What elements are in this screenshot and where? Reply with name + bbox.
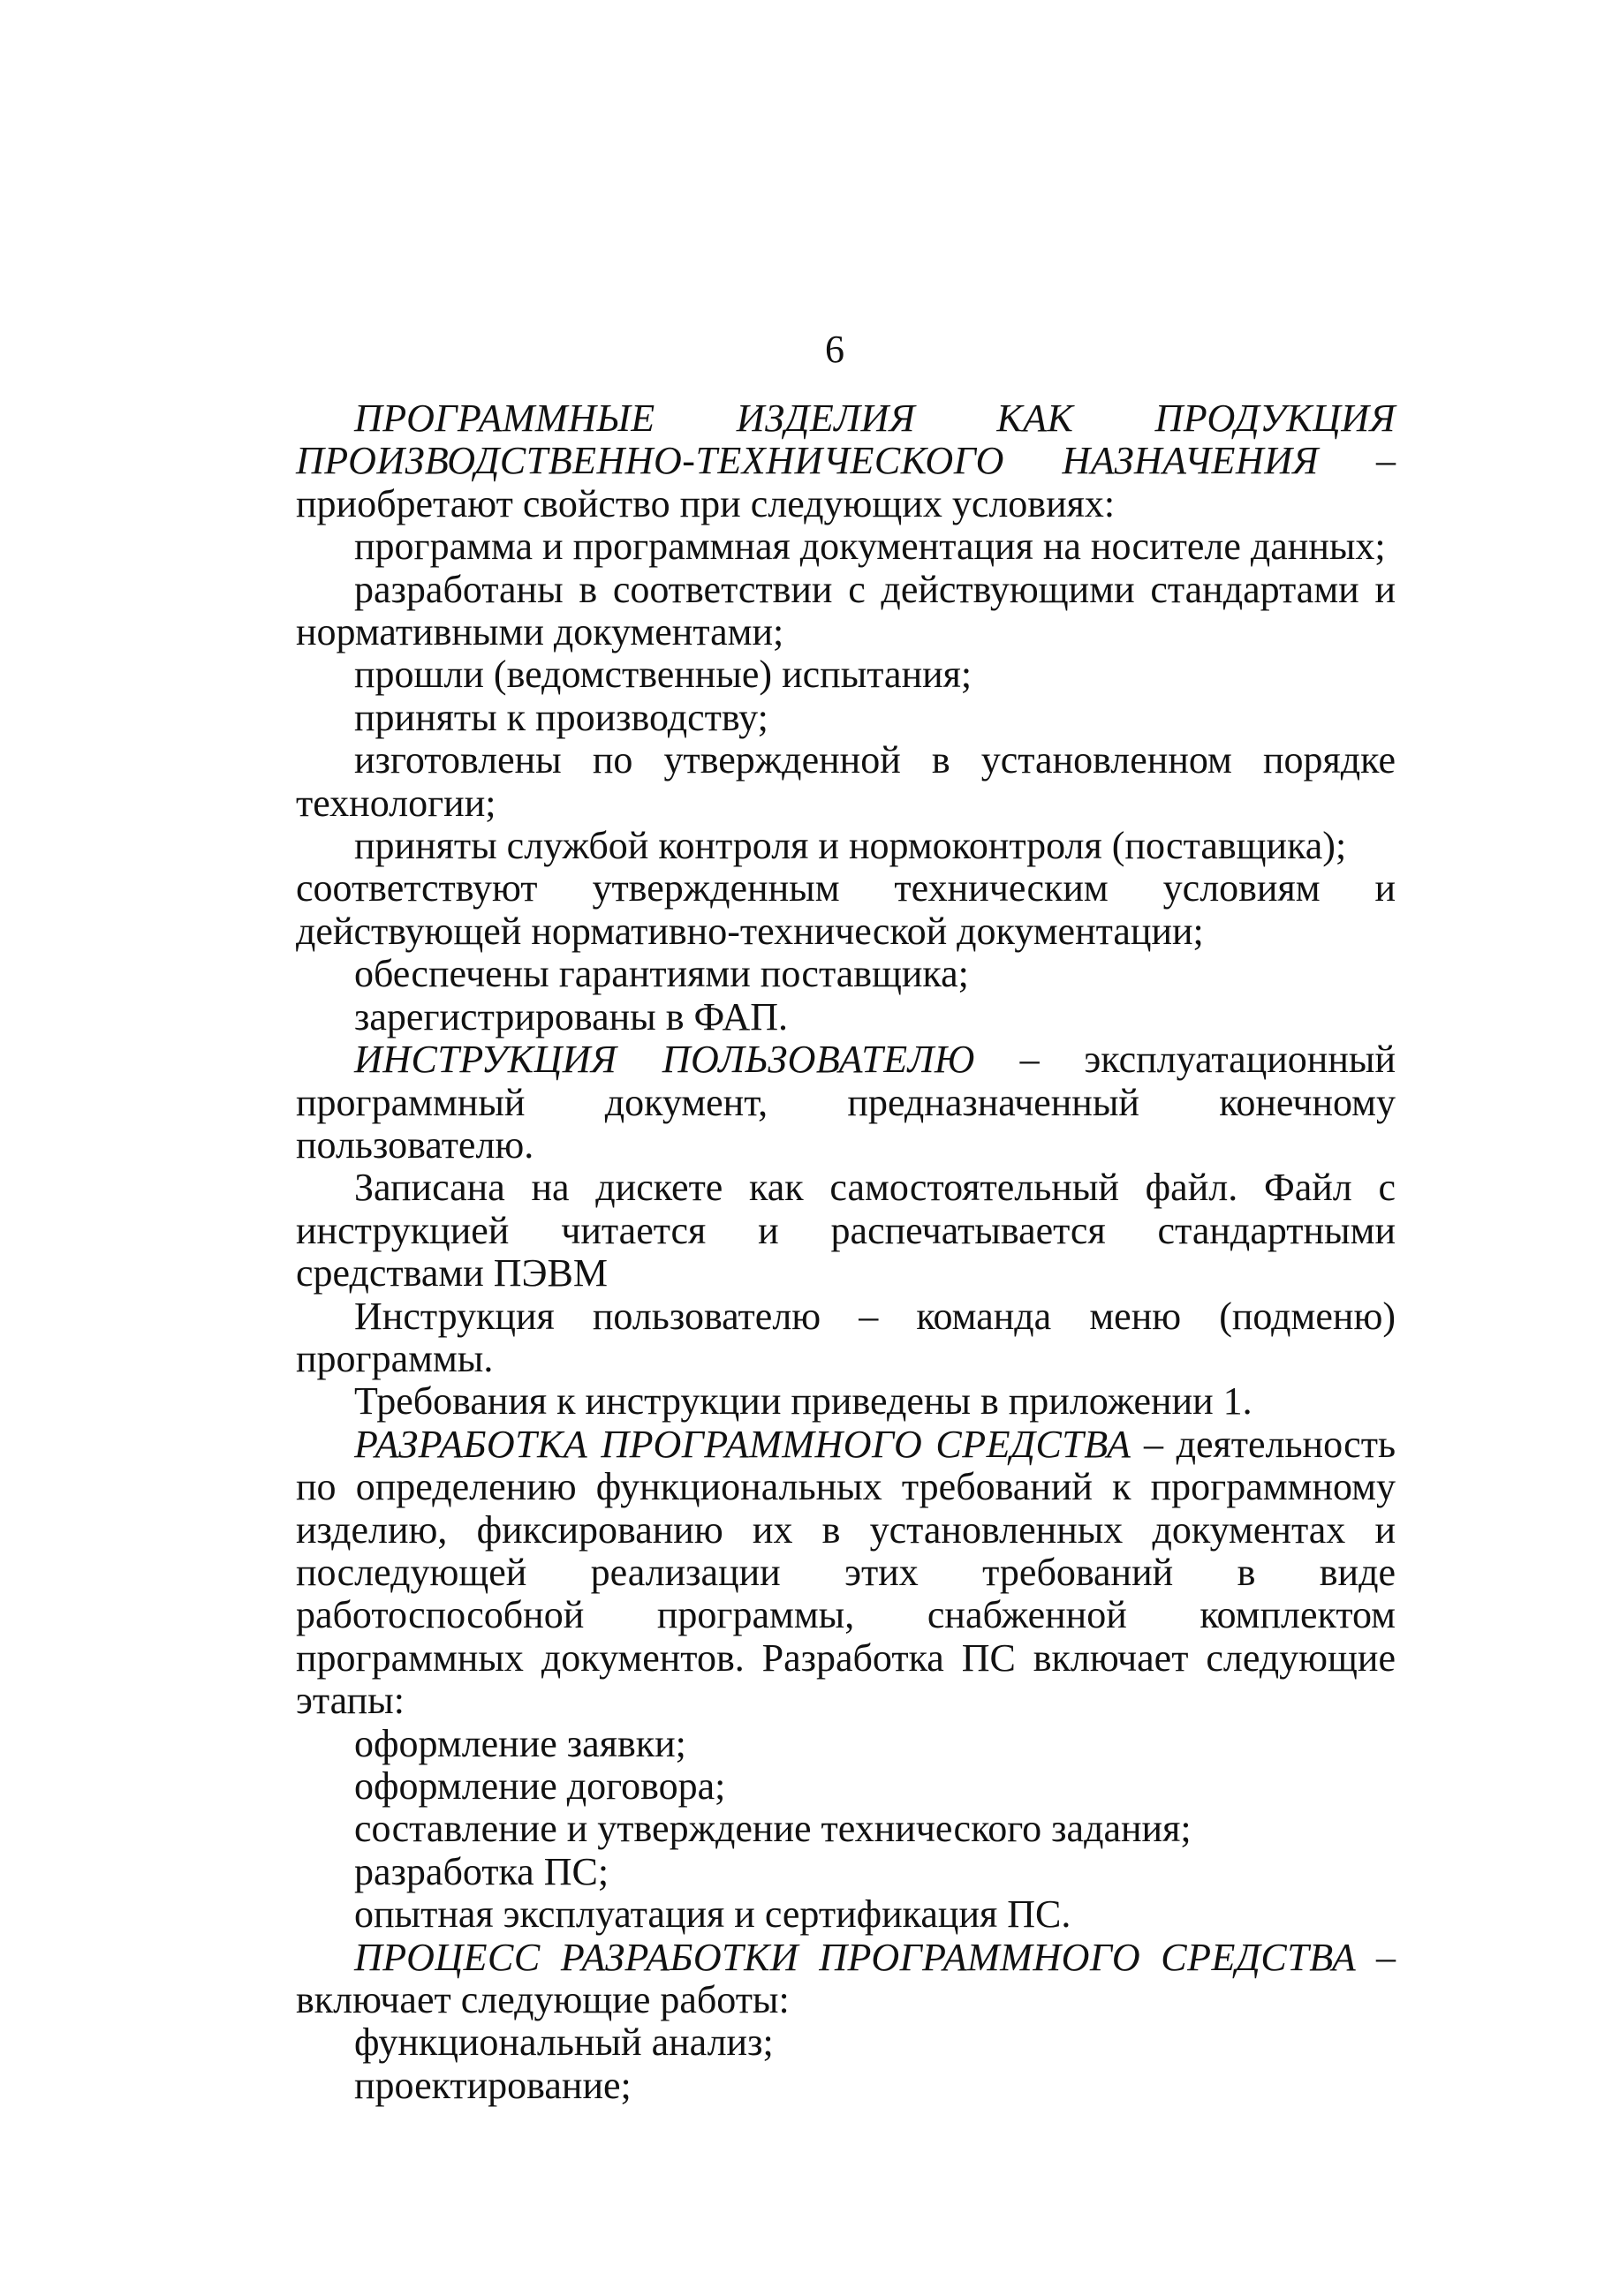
definition-text: – эксплуатационный программный документ, предназначенный конечному пользователю. — [296, 1038, 1396, 1167]
list-item: обеспечены гарантиями поставщика; — [354, 952, 969, 996]
defined-term: ПРОГРАММНЫЕ ИЗДЕЛИЯ КАК ПРОДУКЦИЯ ПРОИЗВОДСТВЕННО-ТЕХНИЧЕСКОГО НАЗНАЧЕНИЯ — [296, 397, 1396, 483]
list-item: оформление заявки; — [354, 1721, 686, 1765]
list-item: зарегистрированы в ФАП. — [354, 994, 789, 1038]
defined-term: ПРОЦЕСС РАЗРАБОТКИ ПРОГРАММНОГО СРЕДСТВА — [354, 1935, 1357, 1979]
definition-paragraph — [296, 1038, 1396, 1167]
page-body — [296, 397, 1396, 2107]
definition-text: – деятельность по определению функциональных требований к программному изделию, фиксированию их в установленных документах и последующей реализации этих требований в виде работоспособной программы, снабженной комплектом программных документов. Разработка ПС включает следующие этапы: — [296, 1422, 1396, 1723]
page-number: 6 — [825, 328, 844, 371]
list-item: программа и программная документация на носителе данных; — [354, 525, 1386, 569]
list-item: разработаны в соответствии с действующими стандартами и нормативными документами; — [296, 567, 1396, 654]
list-item: опытная эксплуатация и сертификация ПС. — [354, 1892, 1071, 1937]
list-item: прошли (ведомственные) испытания; — [354, 653, 972, 697]
list-item: разработка ПС; — [354, 1849, 609, 1893]
body-paragraph: Записана на дискете как самостоятельный файл. Файл с инструкцией читается и распечатывается стандартными средствами ПЭВМ — [296, 1166, 1396, 1295]
body-paragraph: Требования к инструкции приведены в приложении 1. — [354, 1379, 1253, 1424]
list-item: составление и утверждение технического задания; — [354, 1807, 1192, 1851]
list-item: соответствуют утвержденным техническим условиям и действующей нормативно-технической документации; — [296, 866, 1396, 953]
list-item: изготовлены по утвержденной в установленном порядке технологии; — [296, 738, 1396, 825]
definition-paragraph — [296, 1424, 1396, 1723]
defined-term: РАЗРАБОТКА ПРОГРАММНОГО СРЕДСТВА — [354, 1422, 1131, 1466]
list-item: проектирование; — [354, 2063, 632, 2107]
list-item: оформление договора; — [354, 1764, 726, 1808]
body-paragraph: Инструкция пользователю – команда меню (подменю) программы. — [296, 1294, 1396, 1380]
list-item: приняты службой контроля и нормоконтроля (поставщика); — [354, 824, 1347, 868]
definition-text: – приобретают свойство при следующих условиях: — [296, 439, 1396, 525]
definition-paragraph — [296, 397, 1396, 525]
definition-text: – включает следующие работы: — [296, 1935, 1396, 2022]
definition-paragraph — [296, 1937, 1396, 2022]
list-item: функциональный анализ; — [354, 2020, 774, 2065]
list-item: приняты к производству; — [354, 695, 768, 739]
defined-term: ИНСТРУКЦИЯ ПОЛЬЗОВАТЕЛЮ — [354, 1038, 975, 1082]
